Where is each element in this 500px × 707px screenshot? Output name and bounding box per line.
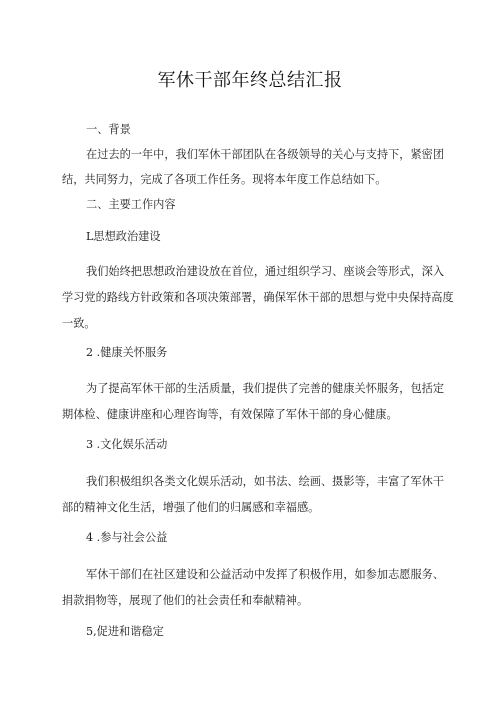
- background-paragraph-line-2: 结，共同努力，完成了各项工作任务。现将本年度工作总结如下。: [62, 173, 387, 186]
- item1-heading: L思想政治建设: [86, 230, 161, 243]
- background-paragraph-line-1: 在过去的一年中，我们军休干部团队在各级领导的关心与支持下，紧密团: [86, 148, 445, 161]
- item2-heading: 2 .健康关怀服务: [86, 346, 168, 359]
- item3-paragraph-line-1: 我们积极组织各类文化娱乐活动，如书法、绘画、摄影等，丰富了军休干: [86, 475, 445, 488]
- item2-paragraph-line-2: 期体检、健康讲座和心理咨询等，有效保障了军休干部的身心健康。: [62, 408, 398, 421]
- document-title: 军休干部年终总结汇报: [157, 70, 343, 91]
- section-heading-main-work: 二、主要工作内容: [86, 198, 176, 211]
- item1-paragraph-line-3: 一致。: [62, 317, 96, 330]
- item3-paragraph-line-2: 部的精神文化生活，增强了他们的归属感和幸福感。: [62, 501, 320, 514]
- item4-heading: 4 .参与社会公益: [86, 531, 168, 544]
- item5-heading: 5,促进和谐稳定: [86, 625, 164, 638]
- item4-paragraph-line-2: 捐款捐物等，展现了他们的社会责任和奉献精神。: [62, 594, 309, 607]
- item2-paragraph-line-1: 为了提高军休干部的生活质量，我们提供了完善的健康关怀服务，包括定: [86, 382, 445, 395]
- item1-paragraph-line-1: 我们始终把思想政治建设放在首位，通过组织学习、座谈会等形式，深入: [86, 265, 445, 278]
- item1-paragraph-line-2: 学习党的路线方针政策和各项决策部署，确保军休干部的思想与党中央保持高度: [62, 291, 454, 304]
- item4-paragraph-line-1: 军休干部们在社区建设和公益活动中发挥了积极作用，如参加志愿服务、: [86, 568, 445, 581]
- section-heading-background: 一、背景: [86, 123, 131, 136]
- item3-heading: 3 .文化娱乐活动: [86, 438, 168, 451]
